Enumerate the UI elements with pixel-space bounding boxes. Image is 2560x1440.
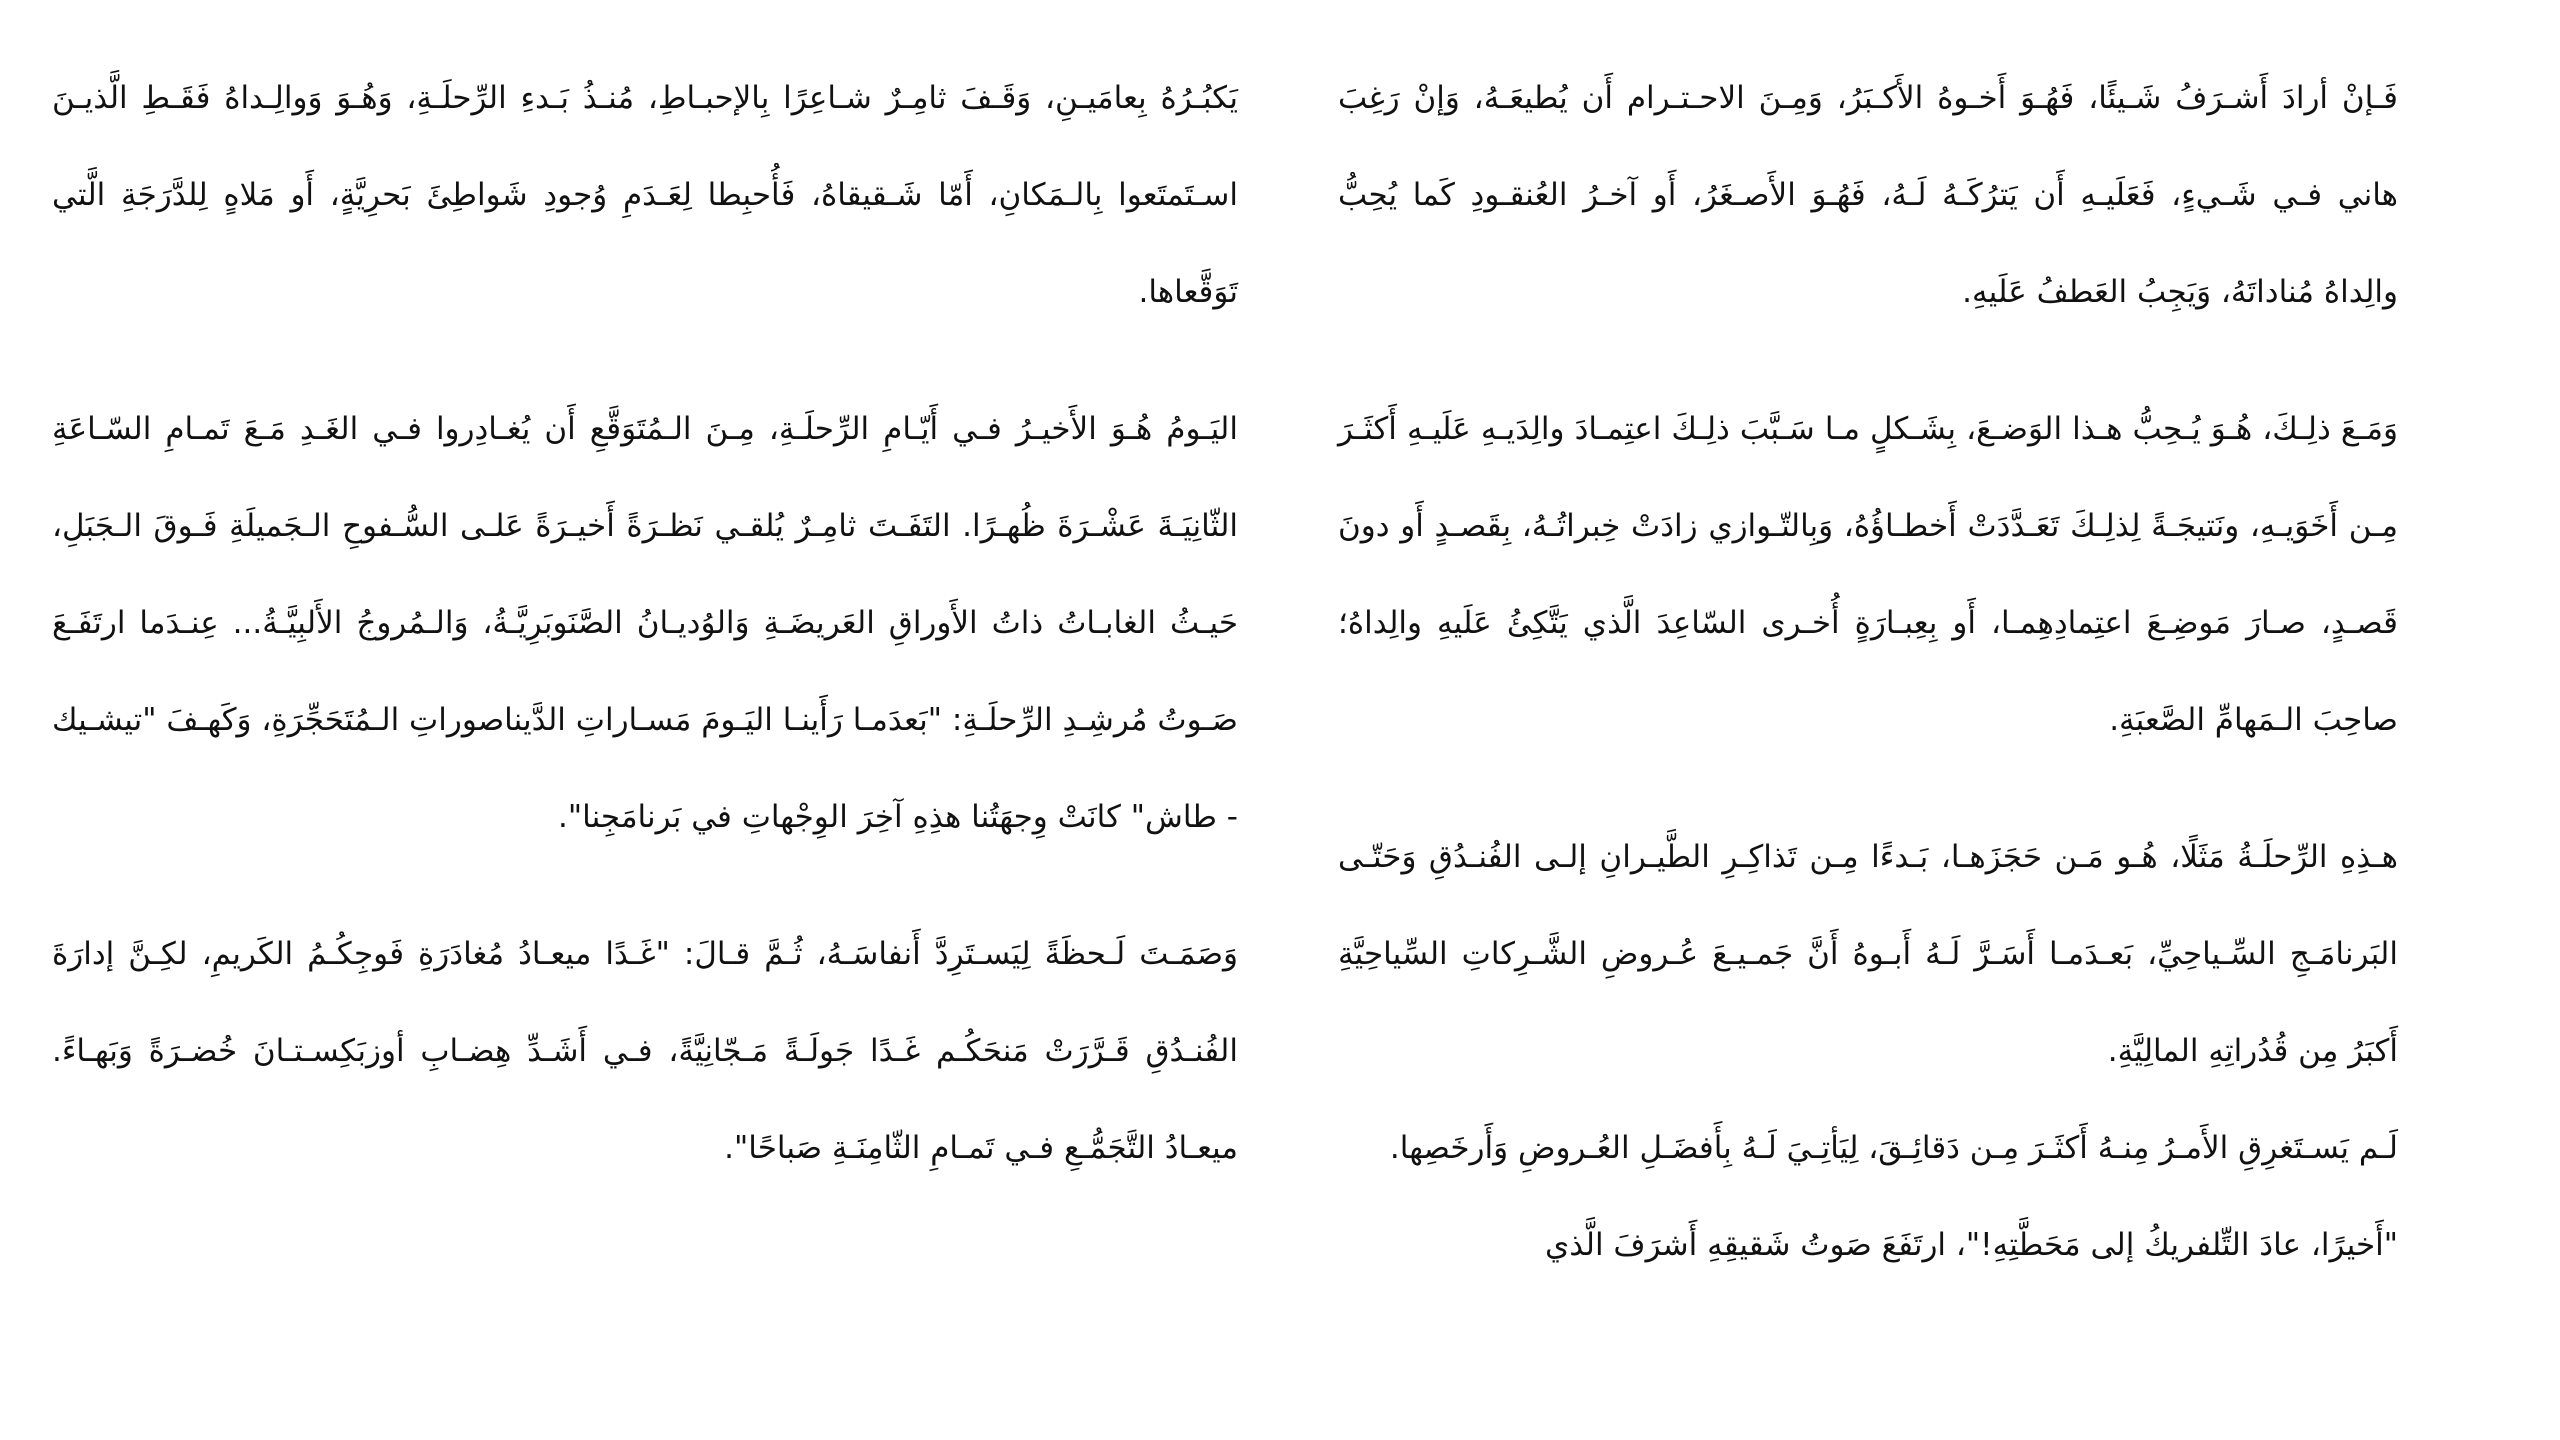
right-text-column — [1338, 50, 2398, 1294]
paragraph: فَـإنْ أرادَ أَشـرَفُ شَـيئًا، فَهُـوَ أَخـوهُ الأَكـبَرُ، وَمِـنَ الاحـتـرام أَن يُطيعَـهُ، وَإنْ رَغِبَ هاني فـي شَـيءٍ، فَعَلَيـهِ أَن يَترُكَـهُ لَـهُ، فَهُـوَ الأَصـغَرُ، أَو آخـرُ العُنقـودِ كَما يُحِبُّ والِداهُ مُناداتَهُ، وَيَجِبُ العَطفُ عَلَيهِ. — [1338, 80, 2398, 310]
paragraph: وَمَـعَ ذلِـكَ، هُـوَ يُـحِبُّ هـذا الوَضـعَ، بِشَـكلٍ مـا سَـبَّبَ ذلِـكَ اعتِمـادَ والِدَيـهِ عَلَيـهِ أَكثَـرَ مِـن أَخَوَيـهِ، ونَتيجَـةً لِذلِـكَ تَعَـدَّدَتْ أَخطـاؤُهُ، وَبِالتّـوازي زادَتْ خِبراتُـهُ، بِقَصـدٍ أَو دونَ قَصـدٍ، صـارَ مَوضِـعَ اعتِمادِهِمـا، أَو بِعِبـارَةٍ أُخـرى السّاعِدَ الَّذي يَتَّكِئُ عَلَيهِ والِداهُ؛ صاحِبَ الـمَهامِّ الصَّعبَةِ. — [1338, 411, 2398, 738]
paragraph: يَكبُـرُهُ بِعامَيـنِ، وَقَـفَ ثامِـرٌ شـاعِرًا بِالإحبـاطِ، مُنـذُ بَـدءِ الرِّحلَـةِ، وَهُـوَ وَوالِـداهُ فَقَـطِ الَّذيـنَ اسـتَمتَعوا بِالـمَكانِ، أَمّا شَـقيقاهُ، فَأُحبِطا لِعَـدَمِ وُجودِ شَواطِئَ بَحرِيَّةٍ، أَو مَلاهٍ لِلدَّرَجَةِ الَّتي تَوَقَّعاها. — [52, 80, 1238, 310]
paragraph: وَصَمَـتَ لَـحظَةً لِيَسـتَرِدَّ أَنفاسَـهُ، ثُـمَّ قـالَ: "غَـدًا ميعـادُ مُغادَرَةِ فَوجِكُـمُ الكَريمِ، لكِـنَّ إدارَةَ الفُنـدُقِ قَـرَّرَتْ مَنحَكُـم غَـدًا جَولَـةً مَـجّانِيَّةً، فـي أَشَـدِّ هِضـابِ أوزبَكِسـتـانَ خُضـرَةً وَبَهـاءً. ميعـادُ التَّجَمُّـعِ فـي تَمـامِ الثّامِنَـةِ صَباحًا". — [52, 936, 1238, 1166]
paragraph: هـذِهِ الرِّحلَـةُ مَثَلًا، هُـو مَـن حَجَزَهـا، بَـدءًا مِـن تَذاكِـرِ الطَّيـرانِ إلـى الفُنـدُقِ وَحَتّـى البَرنامَـجِ السِّـياحِيِّ، بَعـدَمـا أَسَـرَّ لَـهُ أَبـوهُ أَنَّ جَمـيـعَ عُـروضِ الشَّـرِكاتِ السِّياحِيَّةِ أَكبَرُ مِن قُدُراتِهِ المالِيَّةِ. — [1338, 839, 2398, 1069]
paragraph: اليَـومُ هُـوَ الأَخيـرُ فـي أَيّـامِ الرِّحلَـةِ، مِـنَ الـمُتَوَقَّعِ أَن يُغـادِروا فـي الغَـدِ مَـعَ تَمـامِ السّـاعَةِ الثّانِيَـةَ عَشْـرَةَ ظُهـرًا. التَفَـتَ ثامِـرٌ يُلقـي نَظـرَةً أَخيـرَةً عَلـى السُّـفوحِ الـجَميلَةِ فَـوقَ الـجَبَلِ، حَيـثُ الغابـاتُ ذاتُ الأَوراقِ العَريضَـةِ وَالوُديـانُ الصَّنَوبَرِيَّـةُ، وَالـمُروجُ الأَلبِيَّـةُ... عِنـدَما ارتَفَـعَ صَـوتُ مُرشِـدِ الرِّحلَـةِ: "بَعدَمـا رَأَينـا اليَـومَ مَسـاراتِ الدَّيناصوراتِ الـمُتَحَجِّرَةِ، وَكَهـفَ "تيشـيك - طاش" كانَتْ وِجهَتُنا هذِهِ آخِرَ الوِجْهاتِ في بَرنامَجِنا". — [52, 411, 1238, 835]
left-text-column — [52, 50, 1238, 1197]
paragraph: "أَخيرًا، عادَ التِّلفريكُ إلى مَحَطَّتِهِ!"، ارتَفَعَ صَوتُ شَقيقِهِ أَشرَفَ الَّذي — [1544, 1227, 2398, 1263]
paragraph: لَـم يَسـتَغرِقِ الأَمـرُ مِنـهُ أَكثَـرَ مِـن دَقائِـقَ، لِيَأتِـيَ لَـهُ بِأَفضَـلِ العُـروضِ وَأَرخَصِها. — [1389, 1130, 2398, 1166]
